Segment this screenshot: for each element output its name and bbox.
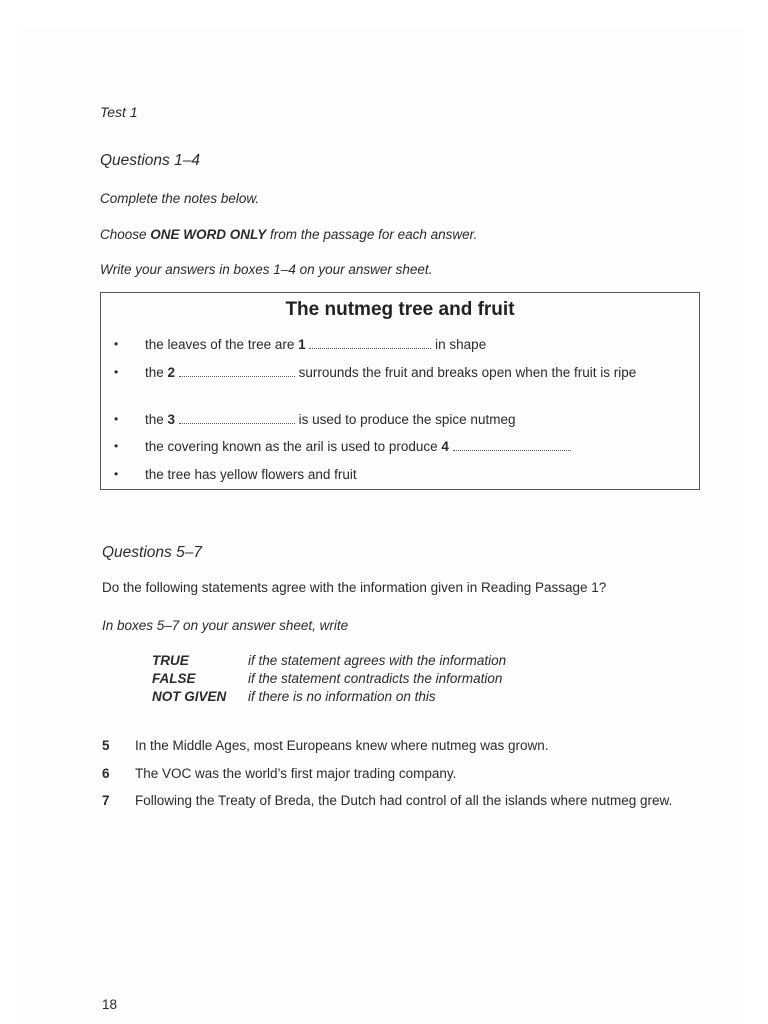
bullet-icon: • bbox=[114, 365, 119, 379]
page-number: 18 bbox=[102, 997, 118, 1012]
answer-gap-4[interactable] bbox=[453, 439, 571, 451]
gap-number: 3 bbox=[167, 412, 176, 427]
bullet-icon: • bbox=[114, 439, 119, 453]
key-term: TRUE bbox=[152, 653, 189, 668]
section1-heading: Questions 1–4 bbox=[100, 152, 200, 169]
gap-number: 2 bbox=[167, 365, 176, 380]
notes-box bbox=[100, 292, 700, 490]
key-row bbox=[152, 671, 502, 686]
key-definition: if the statement agrees with the information bbox=[248, 653, 507, 668]
key-definition: if the statement contradicts the information bbox=[248, 671, 503, 686]
page-sheet bbox=[22, 28, 744, 1024]
section1-instruction-1: Complete the notes below. bbox=[100, 191, 260, 206]
bullet-icon: • bbox=[114, 412, 119, 426]
section2-heading: Questions 5–7 bbox=[102, 544, 202, 561]
statement-text: In the Middle Ages, most Europeans knew where nutmeg was grown. bbox=[135, 738, 549, 753]
notes-title: The nutmeg tree and fruit bbox=[285, 299, 515, 320]
one-word-only-emphasis: ONE WORD ONLY bbox=[150, 227, 267, 242]
statement-number: 6 bbox=[102, 766, 110, 781]
key-term: FALSE bbox=[152, 671, 196, 686]
section1-instruction-2: Choose ONE WORD ONLY from the passage for each answer. bbox=[100, 227, 478, 242]
section1-instruction-3: Write your answers in boxes 1–4 on your answer sheet. bbox=[100, 262, 433, 277]
note-item: • the 3 is used to produce the spice nutmeg bbox=[114, 412, 516, 427]
gap-number: 4 bbox=[441, 439, 449, 454]
statement-text: Following the Treaty of Breda, the Dutch had control of all the islands where nutmeg grew. bbox=[135, 793, 673, 808]
answer-gap-1[interactable] bbox=[309, 337, 431, 349]
note-item: • the leaves of the tree are 1 in shape bbox=[114, 337, 487, 352]
note-item: • the tree has yellow flowers and fruit bbox=[114, 467, 357, 482]
answer-gap-2[interactable] bbox=[179, 365, 295, 377]
answer-gap-3[interactable] bbox=[179, 412, 295, 424]
statement-text: The VOC was the world’s first major trading company. bbox=[135, 766, 457, 781]
note-item: • the 2 surrounds the fruit and breaks open when the fruit is ripe bbox=[114, 365, 637, 380]
key-row bbox=[152, 689, 436, 704]
statement-number: 7 bbox=[102, 793, 110, 808]
running-head: Test 1 bbox=[100, 104, 138, 120]
section2-instruction: In boxes 5–7 on your answer sheet, write bbox=[102, 618, 349, 633]
statement-number: 5 bbox=[102, 738, 110, 753]
key-definition: if there is no information on this bbox=[248, 689, 436, 704]
bullet-icon: • bbox=[114, 467, 119, 481]
key-term: NOT GIVEN bbox=[152, 689, 227, 704]
gap-number: 1 bbox=[298, 337, 306, 352]
note-item: • the covering known as the aril is used to produce 4 bbox=[145, 437, 665, 456]
bullet-icon: • bbox=[114, 337, 119, 351]
section2-question: Do the following statements agree with the information given in Reading Passage 1? bbox=[102, 580, 607, 595]
key-row bbox=[152, 653, 506, 668]
